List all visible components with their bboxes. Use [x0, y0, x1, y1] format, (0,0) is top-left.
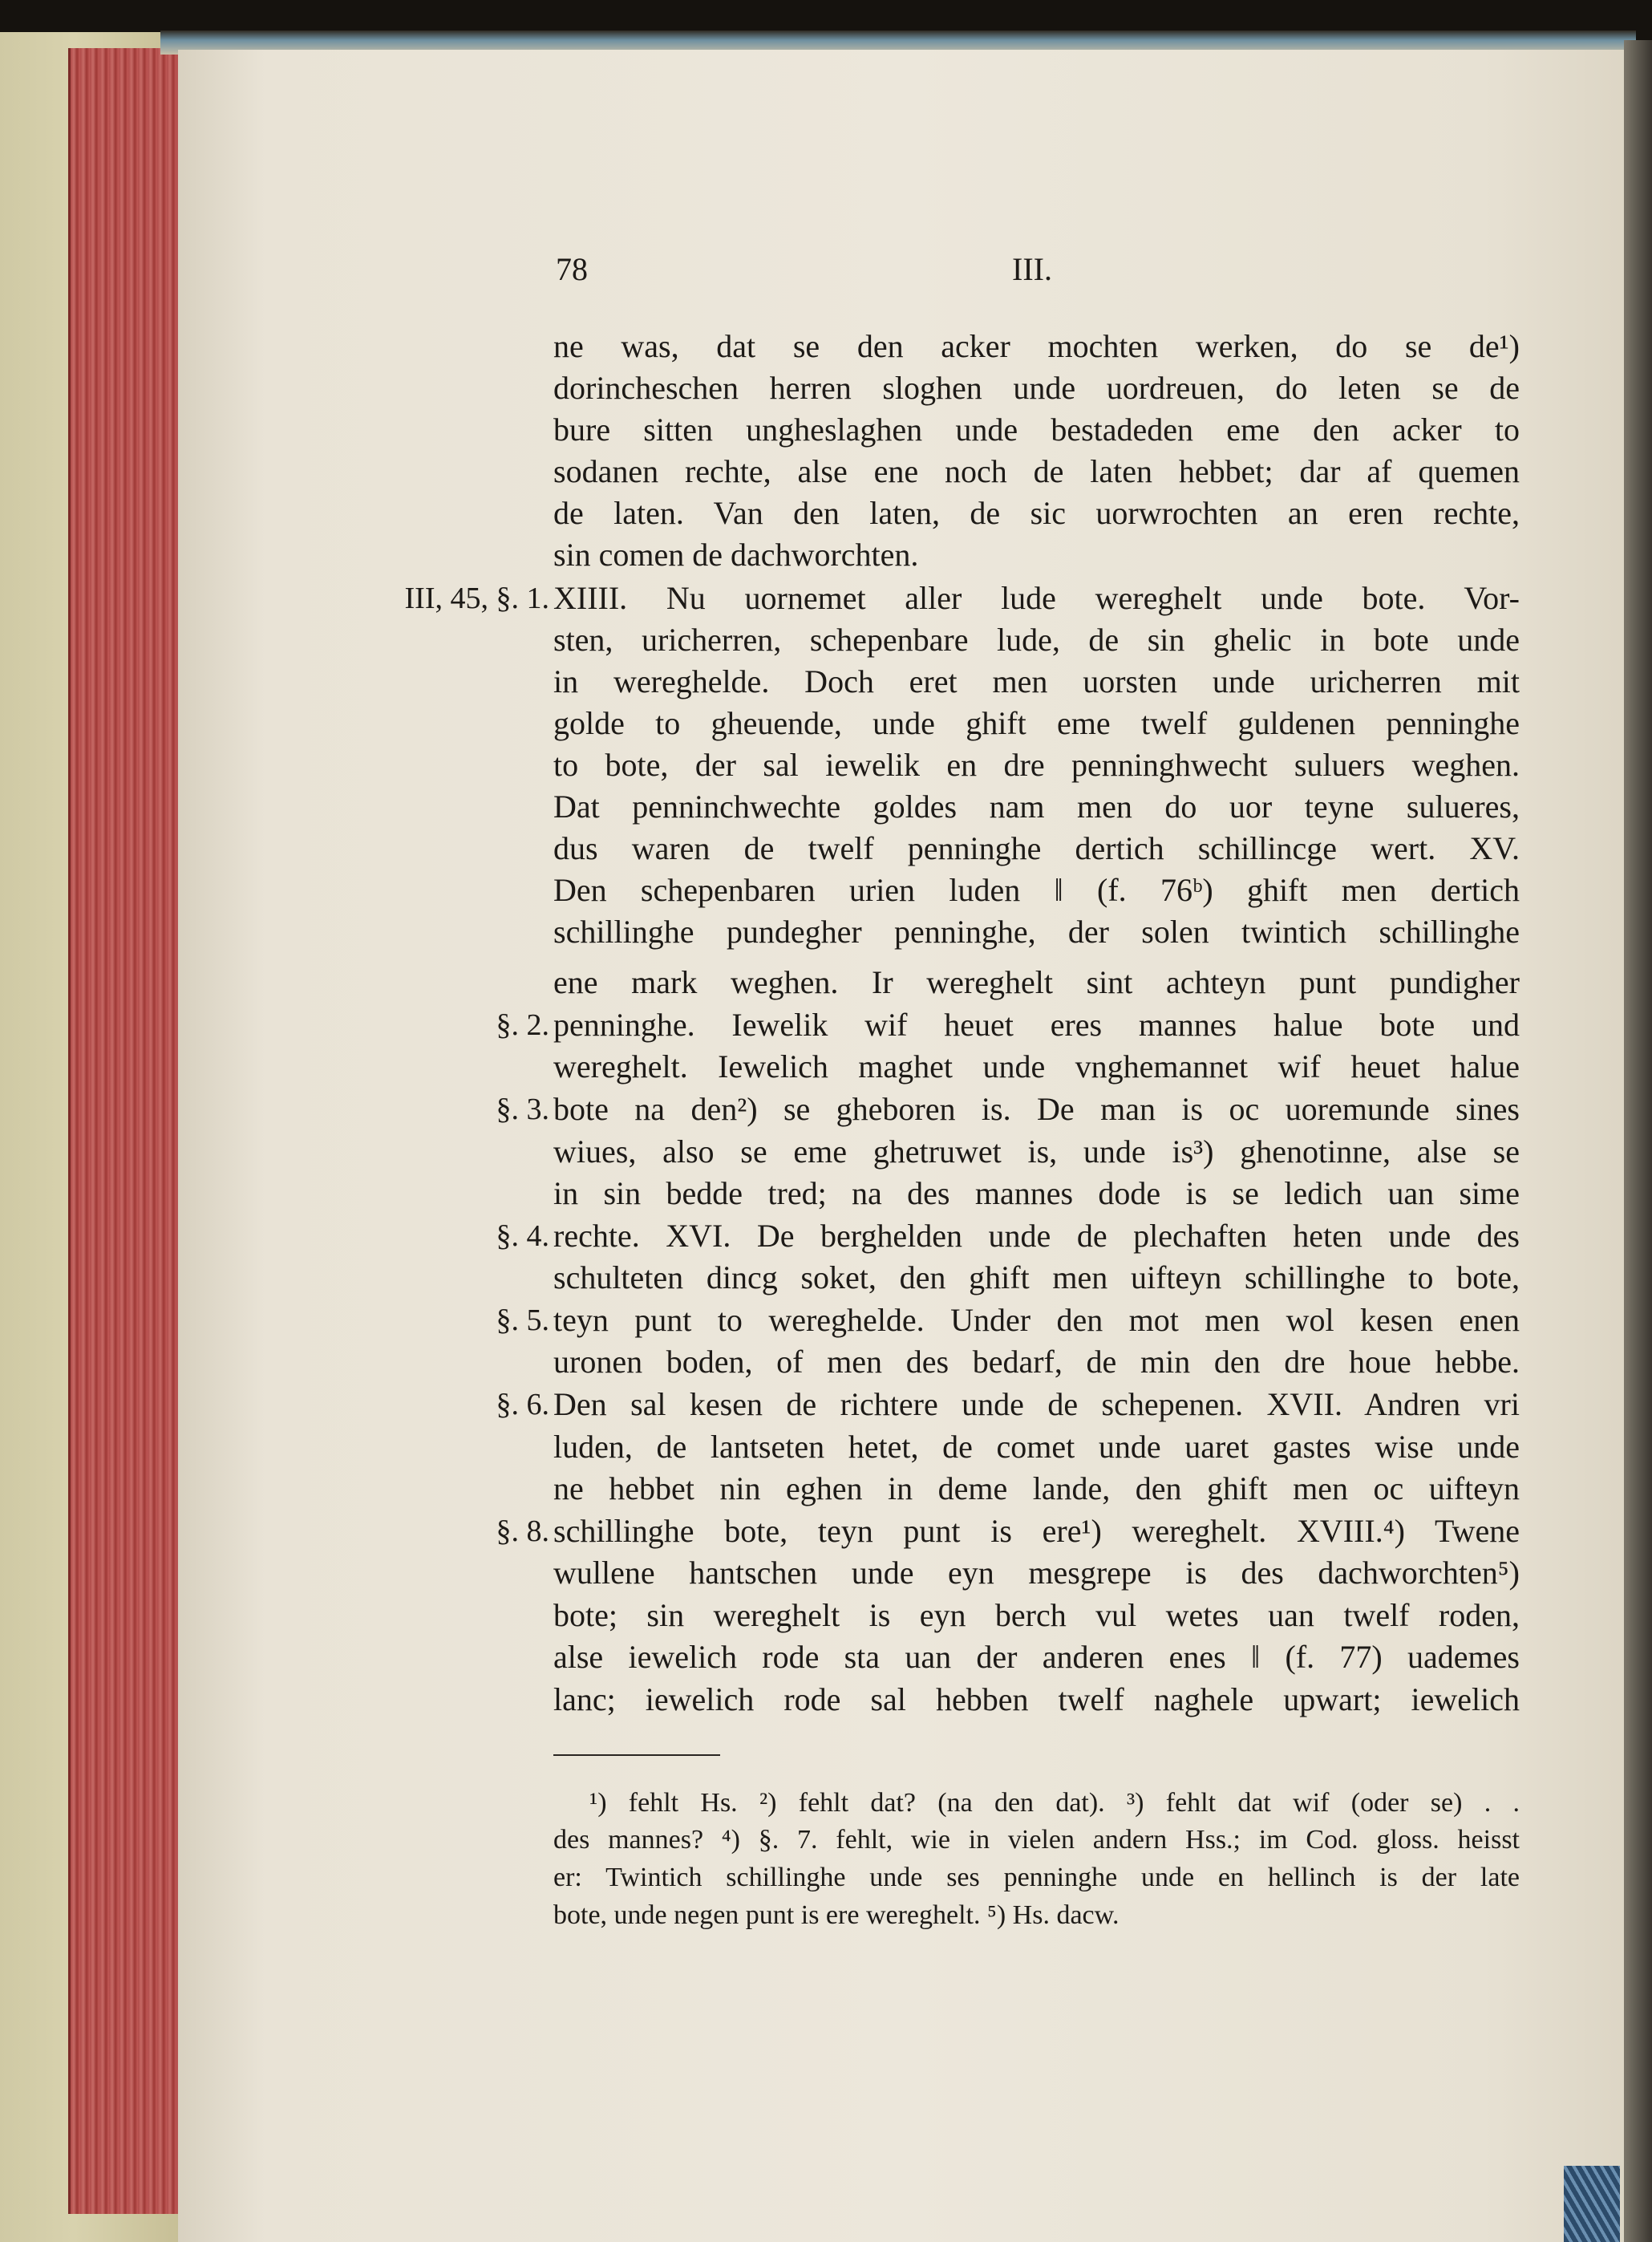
body-line: golde to gheuende, unde ghift eme twelf guldenen penninghe	[553, 705, 1520, 741]
body-line: sin comen de dachworchten.	[553, 537, 919, 573]
body-line: lanc; iewelich rode sal hebben twelf naghele upwart; iewelich	[553, 1681, 1520, 1717]
margin-label: §. 2.	[496, 1008, 549, 1042]
footnote-line: er: Twintich schillinghe unde ses penninghe unde en hellinch is der late	[553, 1863, 1520, 1892]
body-line: bure sitten ungheslaghen unde bestadeden eme den acker to	[553, 412, 1520, 448]
body-line: schillinghe pundegher penninghe, der solen twintich schillinghe	[553, 914, 1520, 950]
footnote-line: des mannes? ⁴) §. 7. fehlt, wie in vielen andern Hss.; im Cod. gloss. heisst	[553, 1825, 1520, 1855]
body-line: ne was, dat se den acker mochten werken, do se de¹)	[553, 328, 1520, 364]
body-line: Den sal kesen de richtere unde de schepenen. XVII. Andren vri	[553, 1386, 1520, 1422]
body-line: Den schepenbaren urien luden ‖ (f. 76ᵇ) ghift men dertich	[553, 872, 1520, 908]
bookmark-ribbon	[1564, 2166, 1620, 2242]
body-line: schillinghe bote, teyn punt is ere¹) wereghelt. XVIII.⁴) Twene	[553, 1513, 1520, 1549]
right-binding	[1624, 40, 1652, 2242]
body-line: Dat penninchwechte goldes nam men do uor teyne sulueres,	[553, 789, 1520, 825]
body-line: to bote, der sal iewelik en dre penninghwecht suluers weghen.	[553, 747, 1520, 783]
footnote-line: bote, unde negen punt is ere wereghelt. ⁵) Hs. dacw.	[553, 1900, 1120, 1930]
margin-label: §. 8.	[496, 1514, 549, 1548]
running-head: III.	[1012, 251, 1052, 287]
body-line: sodanen rechte, alse ene noch de laten hebbet; dar af quemen	[553, 453, 1520, 489]
margin-label: §. 6.	[496, 1388, 549, 1421]
page-number: 78	[556, 251, 588, 287]
margin-label: §. 3.	[496, 1093, 549, 1126]
body-line: in sin bedde tred; na des mannes dode is se ledich uan sime	[553, 1175, 1520, 1211]
footnote-line: ¹) fehlt Hs. ²) fehlt dat? (na den dat). ³) fehlt dat wif (oder se) . .	[589, 1788, 1520, 1818]
margin-label: §. 4.	[496, 1219, 549, 1253]
body-line: wullene hantschen unde eyn mesgrepe is des dachworchten⁵)	[553, 1555, 1520, 1591]
body-line: luden, de lantseten hetet, de comet unde uaret gastes wise unde	[553, 1429, 1520, 1465]
body-line: dorincheschen herren sloghen unde uordreuen, do leten se de	[553, 370, 1520, 406]
page-edges	[68, 48, 179, 2214]
body-line: XIIII. Nu uornemet aller lude wereghelt unde bote. Vor-	[553, 580, 1520, 616]
body-line: de laten. Van den laten, de sic uorwrochten an eren rechte,	[553, 495, 1520, 531]
body-line: schulteten dincg soket, den ghift men uifteyn schillinghe to bote,	[553, 1259, 1520, 1295]
body-line: uronen boden, of men des bedarf, de min den dre houe hebbe.	[553, 1344, 1520, 1380]
body-line: ene mark weghen. Ir wereghelt sint achteyn punt pundigher	[553, 964, 1520, 1000]
footnote-rule	[553, 1754, 720, 1756]
body-line: ne hebbet nin eghen in deme lande, den ghift men oc uifteyn	[553, 1470, 1520, 1506]
margin-label: III, 45, §. 1.	[404, 582, 549, 615]
body-line: wereghelt. Iewelich maghet unde vnghemannet wif heuet halue	[553, 1048, 1520, 1085]
body-line: penninghe. Iewelik wif heuet eres mannes halue bote und	[553, 1007, 1520, 1043]
body-line: alse iewelich rode sta uan der anderen enes ‖ (f. 77) uademes	[553, 1639, 1520, 1675]
body-line: wiues, also se eme ghetruwet is, unde is³) ghenotinne, alse se	[553, 1133, 1520, 1170]
body-line: rechte. XVI. De berghelden unde de plechaften heten unde des	[553, 1218, 1520, 1254]
body-line: bote; sin wereghelt is eyn berch vul wetes uan twelf roden,	[553, 1597, 1520, 1633]
body-line: bote na den²) se gheboren is. De man is oc uoremunde sines	[553, 1091, 1520, 1127]
body-line: dus waren de twelf penninghe dertich schillincge wert. XV.	[553, 830, 1520, 866]
body-line: in wereghelde. Doch eret men uorsten unde uricherren mit	[553, 663, 1520, 699]
margin-label: §. 5.	[496, 1303, 549, 1337]
body-line: teyn punt to wereghelde. Under den mot men wol kesen enen	[553, 1302, 1520, 1338]
body-line: sten, uricherren, schepenbare lude, de sin ghelic in bote unde	[553, 622, 1520, 658]
